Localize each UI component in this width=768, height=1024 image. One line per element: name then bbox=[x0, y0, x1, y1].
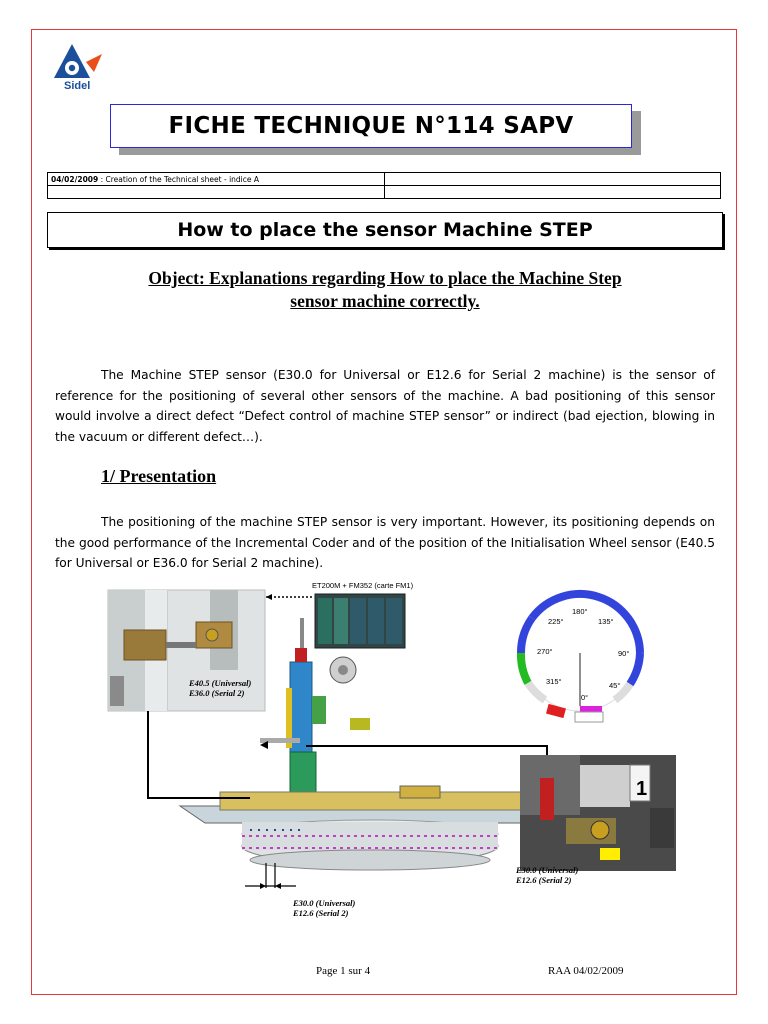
dial-label: 315° bbox=[546, 677, 562, 686]
dial-label: 135° bbox=[598, 617, 614, 626]
revision-date: 04/02/2009 bbox=[51, 174, 99, 184]
page-number: Page 1 sur 4 bbox=[316, 965, 371, 977]
caption-bottom bbox=[293, 898, 355, 918]
object-line-1: Object: Explanations regarding How to place the Machine Step bbox=[148, 268, 622, 288]
title-box bbox=[110, 104, 632, 148]
machine-diagram bbox=[100, 578, 680, 923]
diagram-svg bbox=[100, 578, 680, 923]
subtitle-box bbox=[47, 212, 723, 248]
revision-text: : Creation of the Technical sheet - indice A bbox=[98, 174, 260, 184]
plc-rack bbox=[315, 594, 405, 648]
caption-init bbox=[189, 678, 251, 698]
logo-text: Sidel bbox=[64, 80, 91, 92]
footer-author-date: RAA 04/02/2009 bbox=[548, 965, 624, 977]
caption-line: E36.0 (Serial 2) bbox=[189, 688, 245, 698]
caption-line: E12.6 (Serial 2) bbox=[293, 908, 349, 918]
caption-right bbox=[516, 865, 578, 885]
block-number: 1 bbox=[636, 778, 648, 800]
plc-label: ET200M + FM352 (carte FM1) bbox=[312, 581, 414, 590]
object-line-2: sensor machine correctly. bbox=[290, 291, 480, 311]
table-cell bbox=[385, 173, 721, 186]
section-heading: 1/ Presentation bbox=[101, 466, 217, 486]
revision-table bbox=[47, 172, 721, 199]
object-heading bbox=[100, 267, 670, 313]
dial-label: 0° bbox=[581, 693, 589, 702]
subtitle: How to place the sensor Machine STEP bbox=[177, 219, 593, 241]
page-title: FICHE TECHNIQUE N°114 SAPV bbox=[168, 113, 574, 139]
caption-line: E12.6 (Serial 2) bbox=[516, 875, 572, 885]
presentation-text: The positioning of the machine STEP sensor is very important. However, its positioning depends on the good performance of the Incremental Coder and of the position of the Initialisation Wheel sensor (E40.5 for Universal or E36.0 for Serial 2 machine). bbox=[55, 515, 715, 570]
caption-line: E30.0 (Universal) bbox=[293, 898, 356, 908]
caption-line: E40.5 (Universal) bbox=[189, 678, 252, 688]
intro-paragraph bbox=[55, 365, 715, 447]
table-row bbox=[48, 173, 721, 186]
table-cell bbox=[48, 186, 385, 199]
step-sensor-photo bbox=[520, 755, 676, 871]
dial-label: 90° bbox=[618, 649, 630, 658]
dial-label: 180° bbox=[572, 607, 588, 616]
dial-label: 45° bbox=[609, 681, 621, 690]
caption-line: E30.0 (Universal) bbox=[516, 865, 579, 875]
dial-label: 270° bbox=[537, 647, 553, 656]
table-cell bbox=[385, 186, 721, 199]
intro-text: The Machine STEP sensor (E30.0 for Universal or E12.6 for Serial 2 machine) is the sensor of reference for the positioning of several other sensors of the machine. A bad positioning of this sensor would involve a direct defect “Defect control of machine STEP sensor” or indirect (bad ejection, blowing in the vacuum or different defect…). bbox=[55, 368, 715, 444]
dial-label: 225° bbox=[548, 617, 564, 626]
presentation-paragraph bbox=[55, 512, 715, 574]
angle-dial bbox=[521, 594, 640, 722]
table-row bbox=[48, 186, 721, 199]
revision-cell bbox=[48, 173, 385, 186]
